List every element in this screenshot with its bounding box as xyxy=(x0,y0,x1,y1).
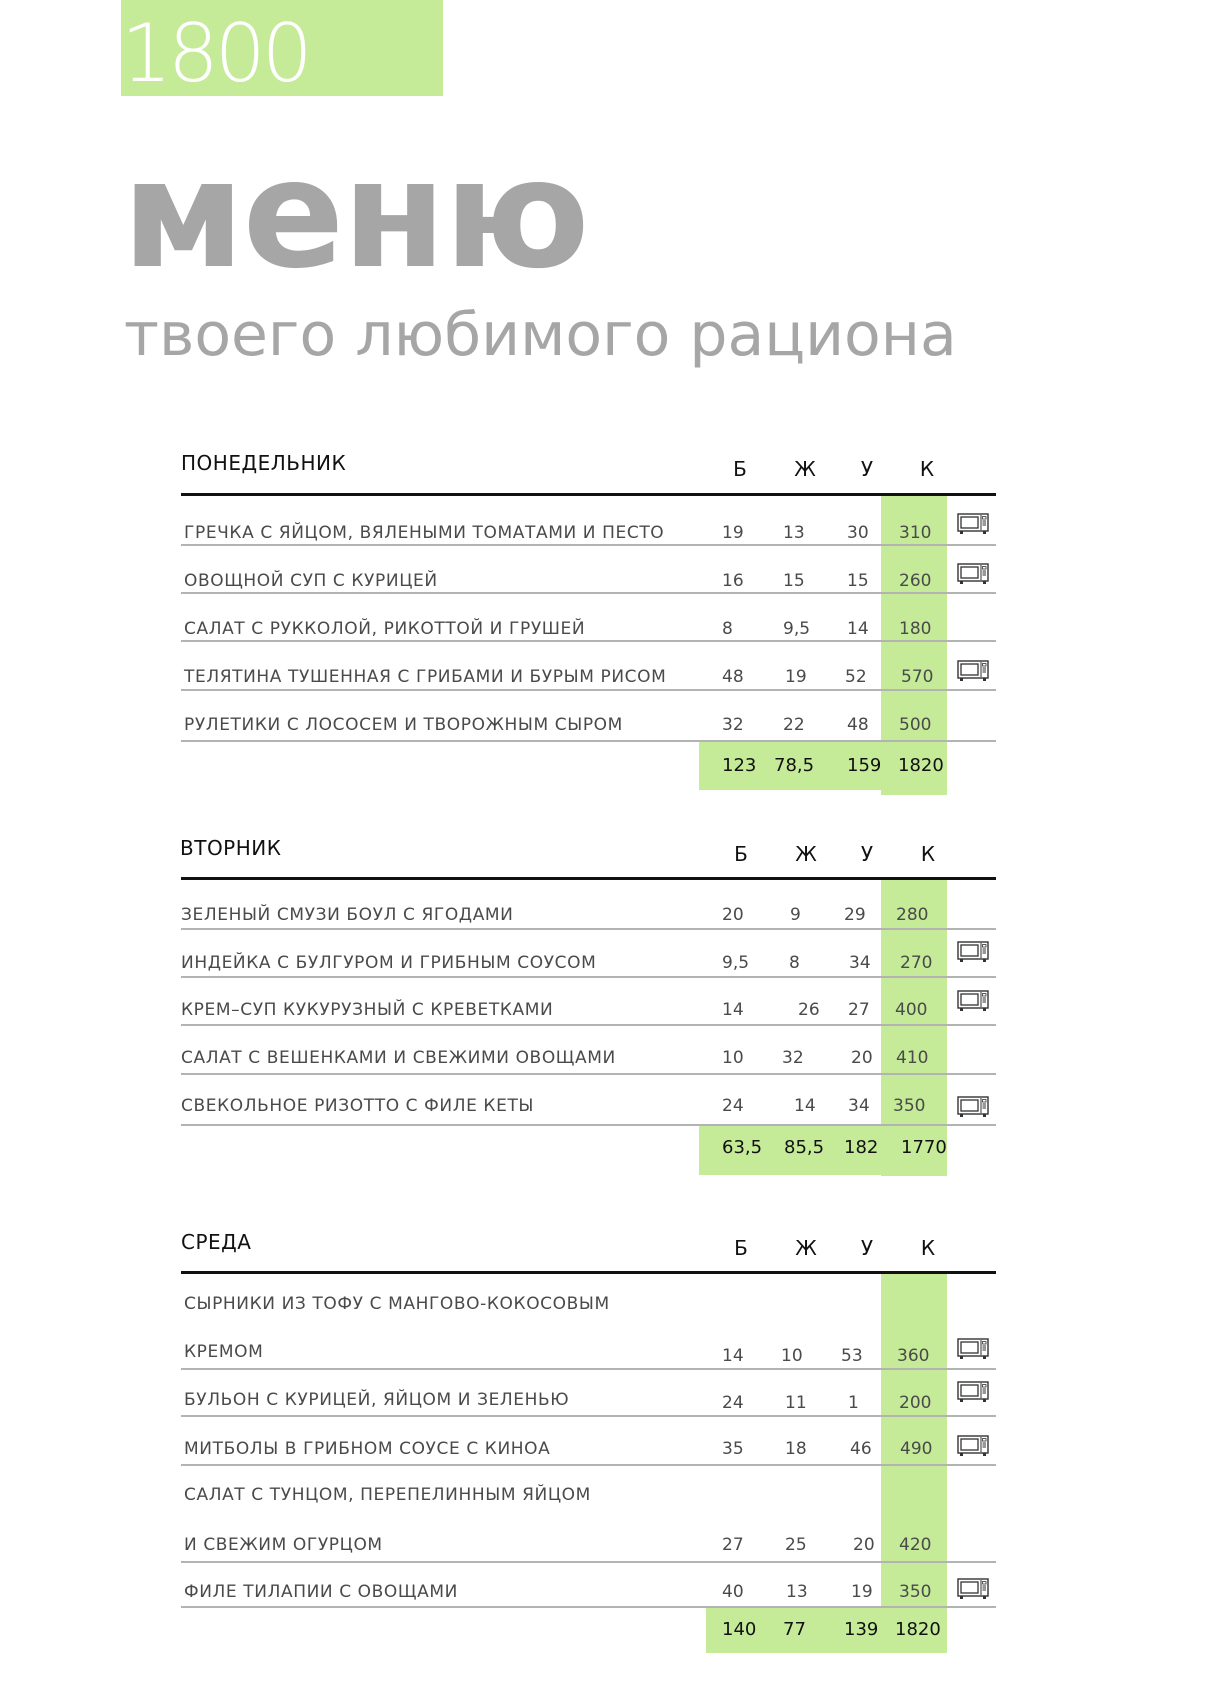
fat-value: 15 xyxy=(783,571,805,591)
calorie-badge-text: 1800 xyxy=(121,7,309,100)
carbs-value: 27 xyxy=(848,1000,870,1020)
column-header-calories: К xyxy=(920,1236,936,1260)
row-divider xyxy=(181,592,996,594)
carbs-value: 34 xyxy=(849,953,871,973)
calories-value: 410 xyxy=(896,1048,929,1068)
menu-item-name: ОВОЩНОЙ СУП С КУРИЦЕЙ xyxy=(184,571,438,591)
day-title: ВТОРНИК xyxy=(180,836,282,860)
page-title: меню xyxy=(122,128,588,302)
protein-value: 14 xyxy=(722,1000,744,1020)
carbs-value: 1 xyxy=(848,1393,859,1413)
row-divider xyxy=(181,976,996,978)
menu-item-name: ЗЕЛЕНЫЙ СМУЗИ БОУЛ С ЯГОДАМИ xyxy=(181,905,514,925)
calories-value: 570 xyxy=(901,667,934,687)
column-header-fat: Ж xyxy=(795,1236,817,1260)
carbs-value: 20 xyxy=(853,1535,875,1555)
day-section-tuesday xyxy=(181,830,996,1180)
calorie-badge xyxy=(121,0,443,100)
total-protein: 123 xyxy=(722,755,757,776)
protein-value: 8 xyxy=(722,619,733,639)
day-title: СРЕДА xyxy=(181,1230,252,1254)
row-divider xyxy=(181,544,996,546)
total-calories: 1770 xyxy=(901,1137,947,1158)
microwave-icon xyxy=(957,990,989,1012)
row-divider xyxy=(181,1073,996,1075)
protein-value: 16 xyxy=(722,571,744,591)
row-divider xyxy=(181,1464,996,1466)
fat-value: 13 xyxy=(786,1582,808,1602)
row-divider xyxy=(181,640,996,642)
menu-item-name: МИТБОЛЫ В ГРИБНОМ СОУСЕ С КИНОА xyxy=(184,1439,551,1459)
column-header-calories: К xyxy=(920,842,936,866)
carbs-value: 48 xyxy=(847,715,869,735)
fat-value: 8 xyxy=(789,953,800,973)
row-divider xyxy=(181,1368,996,1370)
protein-value: 32 xyxy=(722,715,744,735)
fat-value: 10 xyxy=(781,1346,803,1366)
total-protein: 63,5 xyxy=(722,1137,763,1158)
protein-value: 35 xyxy=(722,1439,744,1459)
menu-item-name: СЫРНИКИ ИЗ ТОФУ С МАНГОВО-КОКОСОВЫМ xyxy=(184,1294,610,1314)
row-divider xyxy=(181,1606,996,1608)
microwave-icon xyxy=(957,563,989,585)
header-divider xyxy=(181,1271,996,1274)
carbs-value: 30 xyxy=(847,523,869,543)
calories-value: 400 xyxy=(895,1000,928,1020)
page-subtitle: твоего любимого рациона xyxy=(124,300,957,370)
carbs-value: 20 xyxy=(851,1048,873,1068)
microwave-icon xyxy=(957,513,989,535)
protein-value: 10 xyxy=(722,1048,744,1068)
fat-value: 18 xyxy=(785,1439,807,1459)
carbs-value: 19 xyxy=(851,1582,873,1602)
protein-value: 27 xyxy=(722,1535,744,1555)
menu-item-name: ФИЛЕ ТИЛАПИИ С ОВОЩАМИ xyxy=(184,1582,458,1602)
microwave-icon xyxy=(957,941,989,963)
total-fat: 85,5 xyxy=(784,1137,825,1158)
protein-value: 40 xyxy=(722,1582,744,1602)
protein-value: 48 xyxy=(722,667,744,687)
day-section-wednesday xyxy=(181,1226,996,1656)
carbs-value: 52 xyxy=(845,667,867,687)
total-calories: 1820 xyxy=(895,1619,941,1640)
row-divider xyxy=(181,740,996,742)
column-header-carbs: У xyxy=(860,1236,874,1260)
menu-item-name: ГРЕЧКА С ЯЙЦОМ, ВЯЛЕНЫМИ ТОМАТАМИ И ПЕСТО xyxy=(184,523,665,543)
header-divider xyxy=(181,877,996,880)
total-carbs: 182 xyxy=(844,1137,879,1158)
microwave-icon xyxy=(957,1096,989,1118)
total-carbs: 139 xyxy=(844,1619,879,1640)
fat-value: 32 xyxy=(782,1048,804,1068)
calories-value: 360 xyxy=(897,1346,930,1366)
microwave-icon xyxy=(957,1338,989,1360)
row-divider xyxy=(181,1024,996,1026)
protein-value: 24 xyxy=(722,1096,744,1116)
calories-value: 350 xyxy=(899,1582,932,1602)
calories-value: 500 xyxy=(899,715,932,735)
column-header-carbs: У xyxy=(860,842,874,866)
calories-value: 420 xyxy=(899,1535,932,1555)
carbs-value: 15 xyxy=(847,571,869,591)
microwave-icon xyxy=(957,1578,989,1600)
total-fat: 77 xyxy=(783,1619,806,1640)
menu-item-name: САЛАТ С ВЕШЕНКАМИ И СВЕЖИМИ ОВОЩАМИ xyxy=(181,1048,616,1068)
menu-item-name: РУЛЕТИКИ С ЛОСОСЕМ И ТВОРОЖНЫМ СЫРОМ xyxy=(184,715,623,735)
column-header-protein: Б xyxy=(734,1236,748,1260)
fat-value: 22 xyxy=(783,715,805,735)
total-calories: 1820 xyxy=(898,755,944,776)
menu-item-name: ИНДЕЙКА С БУЛГУРОМ И ГРИБНЫМ СОУСОМ xyxy=(181,953,597,973)
carbs-value: 14 xyxy=(847,619,869,639)
menu-item-name: САЛАТ С ТУНЦОМ, ПЕРЕПЕЛИННЫМ ЯЙЦОМ xyxy=(184,1485,591,1505)
protein-value: 9,5 xyxy=(722,953,750,973)
calories-value: 200 xyxy=(899,1393,932,1413)
column-header-fat: Ж xyxy=(795,842,817,866)
row-divider xyxy=(181,1124,996,1126)
fat-value: 14 xyxy=(794,1096,816,1116)
protein-value: 19 xyxy=(722,523,744,543)
fat-value: 13 xyxy=(783,523,805,543)
column-header-fat: Ж xyxy=(794,457,816,481)
menu-item-name: САЛАТ С РУККОЛОЙ, РИКОТТОЙ И ГРУШЕЙ xyxy=(184,619,586,639)
calories-value: 280 xyxy=(896,905,929,925)
carbs-value: 53 xyxy=(841,1346,863,1366)
calories-value: 350 xyxy=(893,1096,926,1116)
microwave-icon xyxy=(957,660,989,682)
total-carbs: 159 xyxy=(847,755,882,776)
carbs-value: 46 xyxy=(850,1439,872,1459)
microwave-icon xyxy=(957,1381,989,1403)
total-fat: 78,5 xyxy=(774,755,815,776)
fat-value: 19 xyxy=(785,667,807,687)
protein-value: 14 xyxy=(722,1346,744,1366)
protein-value: 20 xyxy=(722,905,744,925)
fat-value: 9 xyxy=(790,905,801,925)
microwave-icon xyxy=(957,1435,989,1457)
calories-value: 310 xyxy=(899,523,932,543)
menu-item-name: БУЛЬОН С КУРИЦЕЙ, ЯЙЦОМ И ЗЕЛЕНЬЮ xyxy=(184,1390,570,1410)
row-divider xyxy=(181,1561,996,1563)
column-header-calories: К xyxy=(919,457,935,481)
column-header-carbs: У xyxy=(860,457,874,481)
total-protein: 140 xyxy=(722,1619,757,1640)
menu-item-name: КРЕМ–СУП КУКУРУЗНЫЙ С КРЕВЕТКАМИ xyxy=(181,1000,554,1020)
menu-item-name: СВЕКОЛЬНОЕ РИЗОТТО С ФИЛЕ КЕТЫ xyxy=(181,1096,535,1116)
fat-value: 25 xyxy=(785,1535,807,1555)
protein-value: 24 xyxy=(722,1393,744,1413)
day-title: ПОНЕДЕЛЬНИК xyxy=(181,451,347,475)
column-header-protein: Б xyxy=(733,457,747,481)
calories-value: 490 xyxy=(900,1439,933,1459)
fat-value: 11 xyxy=(785,1393,807,1413)
fat-value: 26 xyxy=(798,1000,820,1020)
calories-value: 270 xyxy=(900,953,933,973)
calories-value: 180 xyxy=(899,619,932,639)
calories-value: 260 xyxy=(899,571,932,591)
row-divider xyxy=(181,928,996,930)
fat-value: 9,5 xyxy=(783,619,811,639)
day-section-monday xyxy=(181,445,996,795)
column-header-protein: Б xyxy=(734,842,748,866)
header-divider xyxy=(181,493,996,496)
menu-item-name: ТЕЛЯТИНА ТУШЕННАЯ С ГРИБАМИ И БУРЫМ РИСОМ xyxy=(184,667,667,687)
row-divider xyxy=(181,689,996,691)
carbs-value: 29 xyxy=(844,905,866,925)
menu-item-name-continued: КРЕМОМ xyxy=(184,1342,264,1362)
row-divider xyxy=(181,1415,996,1417)
carbs-value: 34 xyxy=(848,1096,870,1116)
menu-item-name-continued: И СВЕЖИМ ОГУРЦОМ xyxy=(184,1535,383,1555)
